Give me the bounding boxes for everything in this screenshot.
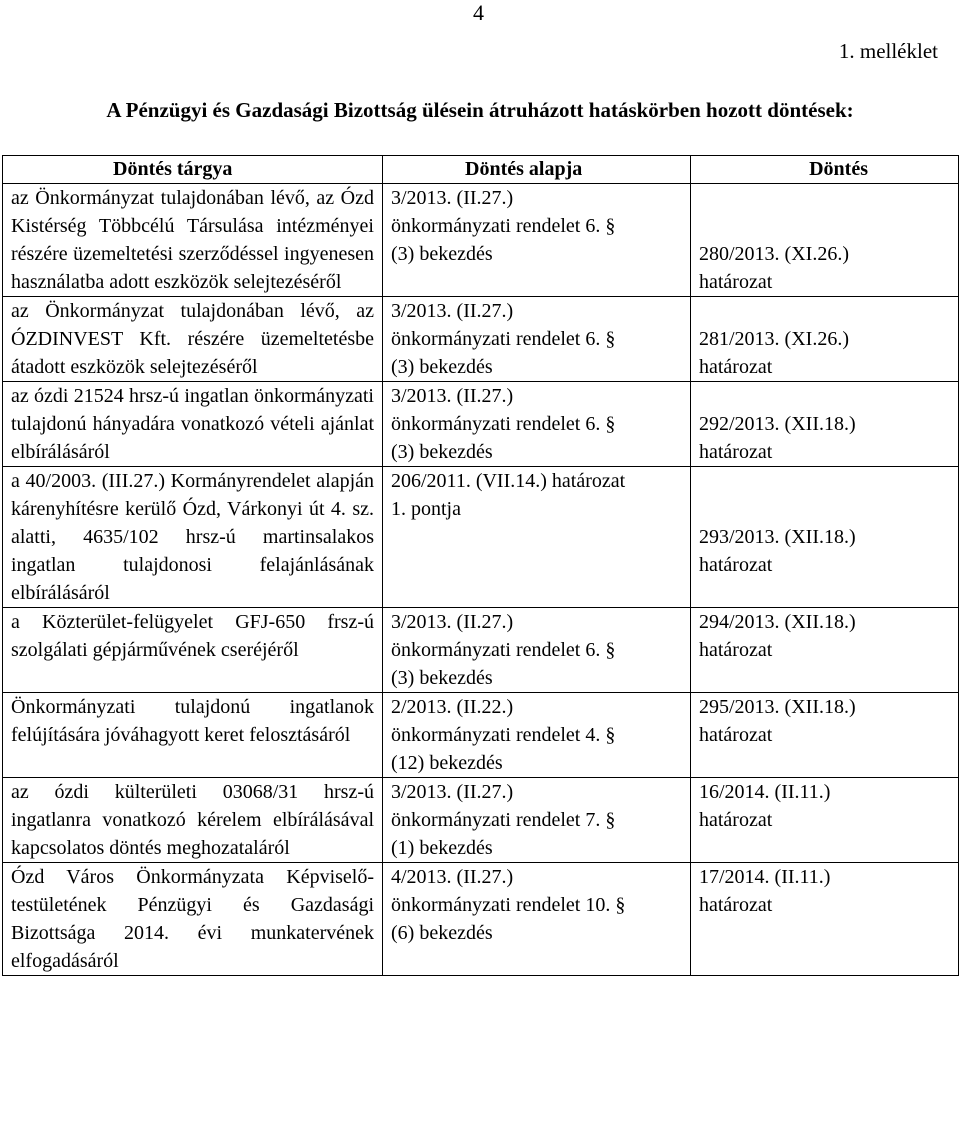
decision-subject: az Önkormányzat tulajdonában lévő, az Ózd Kistérség Többcélú Társulása intézményei részére üzemeltetési szerződéssel ingyenesen használatba adott eszközök selejtezéséről [3, 184, 383, 297]
table-row [3, 382, 959, 467]
decision-number: 16/2014. (II.11.) határozat [691, 778, 959, 863]
decision-basis: 3/2013. (II.27.) önkormányzati rendelet 6. § (3) bekezdés [383, 184, 691, 297]
decision-basis: 3/2013. (II.27.) önkormányzati rendelet 7. § (1) bekezdés [383, 778, 691, 863]
page-title: A Pénzügyi és Gazdasági Bizottság ülésein átruházott hatáskörben hozott döntések: [106, 98, 854, 122]
decision-subject: a 40/2003. (III.27.) Kormányrendelet alapján kárenyhítésre kerülő Ózd, Várkonyi út 4. sz. alatti, 4635/102 hrsz-ú martinsalakos ingatlan tulajdonosi felajánlásának elbírálásáról [3, 467, 383, 608]
column-header-basis: Döntés alapja [383, 156, 691, 184]
page-number: 4 [473, 0, 484, 25]
column-header-subject: Döntés tárgya [3, 156, 383, 184]
table-row [3, 467, 959, 608]
decision-basis: 4/2013. (II.27.) önkormányzati rendelet 10. § (6) bekezdés [383, 863, 691, 976]
decision-number: 280/2013. (XI.26.) határozat [691, 184, 959, 297]
decision-number: 293/2013. (XII.18.) határozat [691, 467, 959, 608]
table-row [3, 608, 959, 693]
annex-label: 1. melléklet [838, 39, 938, 63]
decision-basis: 3/2013. (II.27.) önkormányzati rendelet 6. § (3) bekezdés [383, 382, 691, 467]
table-row [3, 863, 959, 976]
decision-basis: 3/2013. (II.27.) önkormányzati rendelet 6. § (3) bekezdés [383, 297, 691, 382]
table-row [3, 693, 959, 778]
column-header-decision: Döntés [691, 156, 959, 184]
decision-number: 295/2013. (XII.18.) határozat [691, 693, 959, 778]
table-row [3, 297, 959, 382]
decision-subject: a Közterület-felügyelet GFJ-650 frsz-ú szolgálati gépjárművének cseréjéről [3, 608, 383, 693]
decision-subject: az Önkormányzat tulajdonában lévő, az ÓZDINVEST Kft. részére üzemeltetésbe átadott eszközök selejtezéséről [3, 297, 383, 382]
decision-number: 294/2013. (XII.18.) határozat [691, 608, 959, 693]
table-row [3, 778, 959, 863]
decision-basis: 3/2013. (II.27.) önkormányzati rendelet 6. § (3) bekezdés [383, 608, 691, 693]
decision-subject: az ózdi külterületi 03068/31 hrsz-ú ingatlanra vonatkozó kérelem elbírálásával kapcsolatos döntés meghozataláról [3, 778, 383, 863]
table-row [3, 184, 959, 297]
table-header-row [3, 156, 959, 184]
decision-number: 17/2014. (II.11.) határozat [691, 863, 959, 976]
decision-basis: 206/2011. (VII.14.) határozat 1. pontja [383, 467, 691, 608]
decision-number: 281/2013. (XI.26.) határozat [691, 297, 959, 382]
decision-subject: Önkormányzati tulajdonú ingatlanok felújítására jóváhagyott keret felosztásáról [3, 693, 383, 778]
decision-subject: az ózdi 21524 hrsz-ú ingatlan önkormányzati tulajdonú hányadára vonatkozó vételi ajánlat elbírálásáról [3, 382, 383, 467]
decision-basis: 2/2013. (II.22.) önkormányzati rendelet 4. § (12) bekezdés [383, 693, 691, 778]
decision-subject: Ózd Város Önkormányzata Képviselő-testületének Pénzügyi és Gazdasági Bizottsága 2014. évi munkatervének elfogadásáról [3, 863, 383, 976]
decision-number: 292/2013. (XII.18.) határozat [691, 382, 959, 467]
decisions-table [2, 155, 959, 976]
